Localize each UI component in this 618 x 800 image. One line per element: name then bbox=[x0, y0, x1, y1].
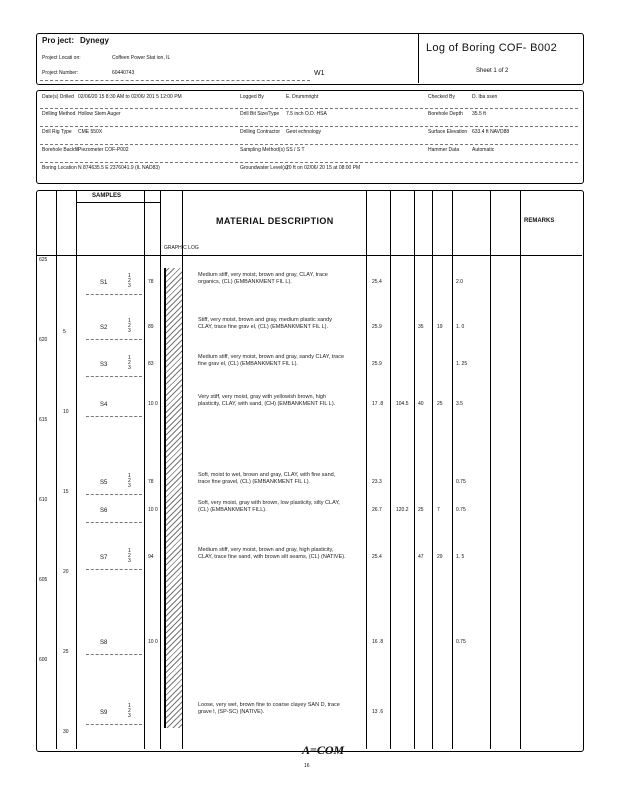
sample-recovery: 78 bbox=[148, 279, 154, 285]
water-content: 26.7 bbox=[372, 507, 382, 513]
water-content: 16 .8 bbox=[372, 639, 384, 645]
elevation-tick: 610 bbox=[39, 497, 48, 503]
info-label: Drill Bit Size/Type bbox=[240, 111, 280, 117]
plasticity-index: 29 bbox=[437, 554, 443, 560]
page-title: Log of Boring COF- B002 bbox=[426, 42, 558, 54]
info-label: Borehole Backfill bbox=[42, 147, 80, 153]
dry-density: 120.2 bbox=[396, 507, 409, 513]
water-content: 25.9 bbox=[372, 324, 382, 330]
liquid-limit: 25 bbox=[418, 507, 424, 513]
plasticity-index: 19 bbox=[437, 324, 443, 330]
remarks-header: REMARKS bbox=[524, 218, 555, 224]
sample-recovery: 83 bbox=[148, 361, 154, 367]
info-value: E. Drummright bbox=[286, 94, 319, 100]
sample-id: S9 bbox=[100, 710, 108, 716]
info-label: Drilling Method bbox=[42, 111, 76, 117]
depth-tick: 10 bbox=[63, 409, 69, 415]
sample-id: S4 bbox=[100, 402, 108, 408]
sample-blows: 1 2 3 bbox=[128, 548, 131, 564]
header-mark: W1 bbox=[314, 70, 325, 77]
plasticity-index: 25 bbox=[437, 401, 443, 407]
water-content: 17 .8 bbox=[372, 401, 384, 407]
samples-header: SAMPLES bbox=[92, 193, 122, 199]
elevation-tick: 615 bbox=[39, 417, 48, 423]
graphic-log-header: GRAPHIC LOG bbox=[164, 245, 199, 251]
sample-id: S3 bbox=[100, 362, 108, 368]
sample-description: Medium stiff, very moist, brown and gray, high plasticity, CLAY, trace fine sand, with brown silt seams, (CL) (NATIVE). bbox=[198, 547, 346, 560]
project-name: Dynegy bbox=[80, 36, 109, 45]
sample-blows: 1 2 3 bbox=[128, 355, 131, 371]
plasticity-index: 7 bbox=[437, 507, 440, 513]
sample-recovery: 89 bbox=[148, 324, 154, 330]
water-content: 23.3 bbox=[372, 479, 382, 485]
depth-tick: 20 bbox=[63, 569, 69, 575]
sample-id: S7 bbox=[100, 555, 108, 561]
sample-recovery: 10 0 bbox=[148, 639, 158, 645]
sample-blows: 1 2 3 bbox=[128, 318, 131, 334]
water-content: 25.4 bbox=[372, 554, 382, 560]
info-value: Automatic bbox=[472, 147, 495, 153]
pocket-penetrometer: 1. 0 bbox=[456, 324, 465, 330]
sample-id: S8 bbox=[100, 640, 108, 646]
pocket-penetrometer: 3.5 bbox=[456, 401, 463, 407]
water-content: 25.4 bbox=[372, 279, 382, 285]
info-label: Logged By bbox=[240, 94, 264, 100]
graphic-log-fill bbox=[164, 268, 182, 728]
elevation-tick: 620 bbox=[39, 337, 48, 343]
sample-blows: 1 2 3 bbox=[128, 703, 131, 719]
sample-blows: 1 2 3 bbox=[128, 273, 131, 289]
material-header: MATERIAL DESCRIPTION bbox=[216, 216, 334, 226]
elevation-tick: 625 bbox=[39, 257, 48, 263]
info-value: SS / S T bbox=[286, 147, 305, 153]
water-content: 25.9 bbox=[372, 361, 382, 367]
info-value: Piezometer COF-P002 bbox=[78, 147, 129, 153]
info-value: 02/06/20 15 8:30 AM to 02/06/ 201 5 12:00 PM bbox=[78, 94, 182, 100]
sheet-number: Sheet 1 of 2 bbox=[476, 68, 509, 74]
info-label: Boring Location bbox=[42, 165, 77, 171]
sample-description: Loose, very wet, brown fine to coarse clayey SAN D, trace grave l, (SP-SC) (NATIVE). bbox=[198, 702, 340, 715]
sample-id: S5 bbox=[100, 480, 108, 486]
info-label: Borehole Depth bbox=[428, 111, 463, 117]
info-value: 633.4 ft NAVD88 bbox=[472, 129, 510, 135]
depth-tick: 30 bbox=[63, 729, 69, 735]
sample-recovery: 10 0 bbox=[148, 507, 158, 513]
info-value: Hollow Stem Auger bbox=[78, 111, 121, 117]
sample-description: Soft, moist to wet, brown and gray, CLAY, with fine sand, trace fine gravel, (CL) (EMBANKMENT FIL L). bbox=[198, 472, 336, 485]
sample-recovery: 94 bbox=[148, 554, 154, 560]
pocket-penetrometer: 0.75 bbox=[456, 479, 466, 485]
pocket-penetrometer: 1. 25 bbox=[456, 361, 468, 367]
info-value: CME 550X bbox=[78, 129, 103, 135]
info-label: Surface Elevation bbox=[428, 129, 468, 135]
liquid-limit: 40 bbox=[418, 401, 424, 407]
info-value: N 874635.5 E 2376041.9 (IL NAD83) bbox=[78, 165, 160, 171]
depth-tick: 15 bbox=[63, 489, 69, 495]
depth-tick: 25 bbox=[63, 649, 69, 655]
page-number: 16 bbox=[304, 763, 310, 769]
dry-density: 104.5 bbox=[396, 401, 409, 407]
water-content: 13 .6 bbox=[372, 709, 384, 715]
info-label: Drilling Contractor bbox=[240, 129, 281, 135]
number-label: Project Number: bbox=[42, 70, 79, 76]
info-label: Sampling Method(s) bbox=[240, 147, 285, 153]
location-label: Project Locati on: bbox=[42, 55, 81, 61]
info-value: D. Iba ssen bbox=[472, 94, 498, 100]
info-label: Drill Rig Type bbox=[42, 129, 72, 135]
sample-recovery: 78 bbox=[148, 479, 154, 485]
pocket-penetrometer: 1. 5 bbox=[456, 554, 465, 560]
sample-description: Stiff, very moist, brown and gray, medium plastic sandy CLAY, trace fine grav el, (CL) (EMBANKMENT FIL L). bbox=[198, 317, 332, 330]
info-label: Hammer Data bbox=[428, 147, 460, 153]
info-value: Geot echnology bbox=[286, 129, 322, 135]
sample-blows: 1 2 3 bbox=[128, 473, 131, 489]
pocket-penetrometer: 0.75 bbox=[456, 639, 466, 645]
sample-id: S2 bbox=[100, 325, 108, 331]
info-value: 7.5 inch O.D. HSA bbox=[286, 111, 327, 117]
sample-description: Medium stiff, very moist, brown and gray, sandy CLAY, trace fine grav el, (CL) (EMBANKMENT FIL L). bbox=[198, 354, 345, 367]
pocket-penetrometer: 0.75 bbox=[456, 507, 466, 513]
depth-tick: 5 bbox=[63, 329, 66, 335]
sample-id: S1 bbox=[100, 280, 108, 286]
pocket-penetrometer: 2.0 bbox=[456, 279, 463, 285]
sample-recovery: 10 0 bbox=[148, 401, 158, 407]
info-label: Checked By bbox=[428, 94, 455, 100]
elevation-tick: 600 bbox=[39, 657, 48, 663]
info-label: Date(s) Drilled bbox=[42, 94, 74, 100]
liquid-limit: 35 bbox=[418, 324, 424, 330]
liquid-limit: 47 bbox=[418, 554, 424, 560]
company-logo: A=COM bbox=[302, 743, 345, 757]
project-label: Pro ject: bbox=[42, 36, 75, 45]
info-value: 20 ft on 02/06/ 20 15 at 08:00 PM bbox=[286, 165, 361, 171]
location-value: Coffeen Power Stat ion, IL bbox=[112, 55, 171, 61]
info-label: Groundwater Level(s) bbox=[240, 165, 289, 171]
sample-description: Very stiff, very moist, gray with yellowish brown, high plasticity, CLAY, with sand, (CH) (EMBANKMENT FIL L). bbox=[198, 394, 336, 407]
elevation-tick: 605 bbox=[39, 577, 48, 583]
sample-id: S6 bbox=[100, 508, 108, 514]
info-value: 35.5 ft bbox=[472, 111, 486, 117]
sample-description: Medium stiff, very moist, brown and gray, CLAY, trace organics, (CL) (EMBANKMENT FIL L). bbox=[198, 272, 328, 285]
number-value: 60440743 bbox=[112, 70, 135, 76]
sample-description: Soft, very moist, gray with brown, low plasticity, silty CLAY, (CL) (EMBANKMENT FILL). bbox=[198, 500, 340, 513]
